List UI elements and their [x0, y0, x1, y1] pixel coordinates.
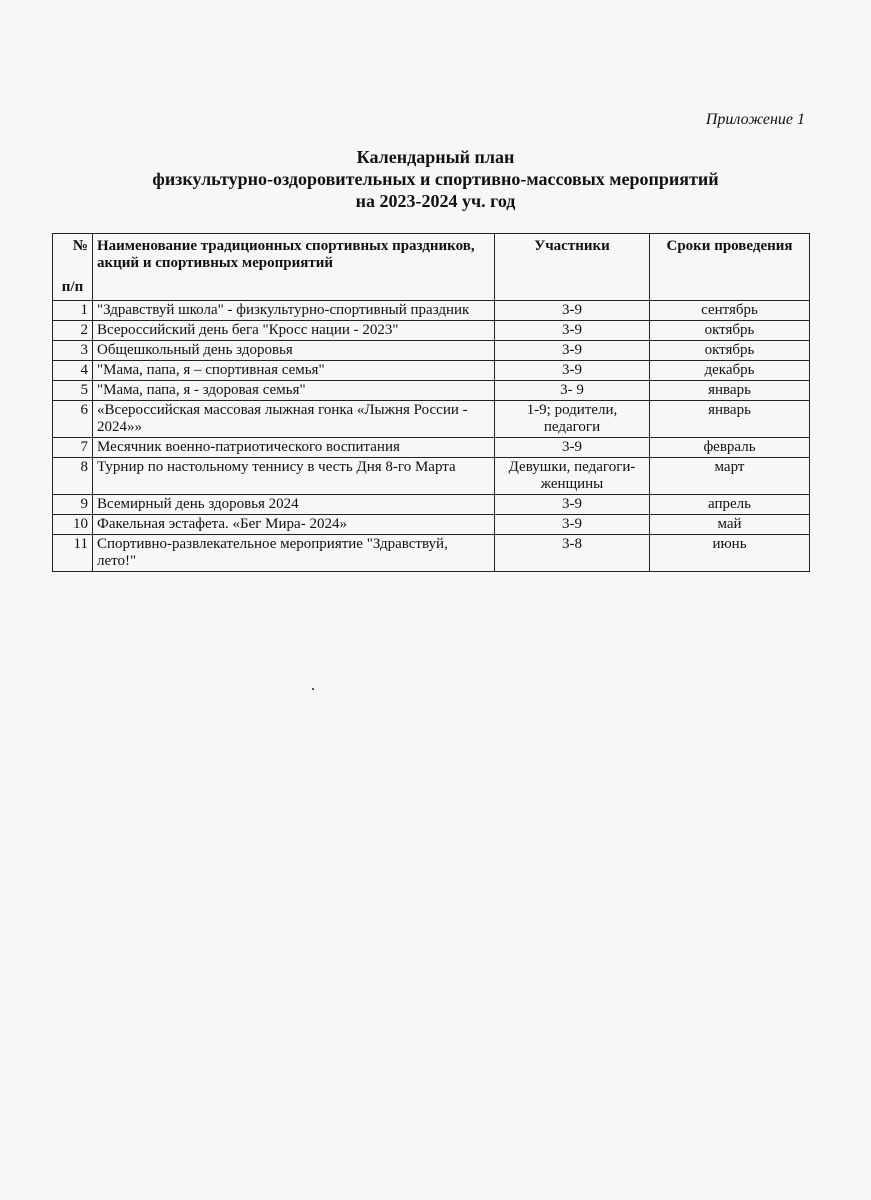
- row-event-name: "Мама, папа, я - здоровая семья": [93, 381, 495, 401]
- row-number: 7: [53, 438, 93, 458]
- row-participants: 3-9: [495, 515, 650, 535]
- row-dates: февраль: [650, 438, 810, 458]
- header-number-pp: п/п: [61, 279, 84, 295]
- row-number: 2: [53, 321, 93, 341]
- row-participants: 1-9; родители, педагоги: [495, 401, 650, 438]
- row-event-name: Факельная эстафета. «Бег Мира- 2024»: [93, 515, 495, 535]
- table-header-row: [53, 234, 810, 301]
- row-event-name: Турнир по настольному теннису в честь Дня 8-го Марта: [93, 458, 495, 495]
- row-event-name: Всероссийский день бега "Кросс нации - 2023": [93, 321, 495, 341]
- table-row: [53, 495, 810, 515]
- row-event-name: «Всероссийская массовая лыжная гонка «Лыжня России - 2024»»: [93, 401, 495, 438]
- row-dates: декабрь: [650, 361, 810, 381]
- title-line-3: на 2023-2024 уч. год: [355, 191, 516, 211]
- row-participants: 3-9: [495, 301, 650, 321]
- table-row: [53, 458, 810, 495]
- header-name: Наименование традиционных спортивных праздников, акций и спортивных мероприятий: [93, 234, 495, 301]
- title-line-1: Календарный план: [356, 147, 515, 167]
- row-number: 3: [53, 341, 93, 361]
- row-event-name: Общешкольный день здоровья: [93, 341, 495, 361]
- header-number: [53, 234, 93, 301]
- table-row: [53, 535, 810, 572]
- row-participants: 3-9: [495, 361, 650, 381]
- scan-speck: [312, 688, 314, 690]
- row-number: 11: [53, 535, 93, 572]
- row-dates: октябрь: [650, 341, 810, 361]
- row-event-name: "Мама, папа, я – спортивная семья": [93, 361, 495, 381]
- table-row: [53, 401, 810, 438]
- row-number: 1: [53, 301, 93, 321]
- table-row: [53, 438, 810, 458]
- table-row: [53, 515, 810, 535]
- row-dates: октябрь: [650, 321, 810, 341]
- row-participants: 3-8: [495, 535, 650, 572]
- header-number-symbol: №: [72, 238, 88, 254]
- row-dates: январь: [650, 401, 810, 438]
- appendix-label: Приложение 1: [705, 111, 805, 128]
- row-dates: март: [650, 458, 810, 495]
- row-participants: 3-9: [495, 321, 650, 341]
- table-row: [53, 301, 810, 321]
- row-number: 9: [53, 495, 93, 515]
- document-title: [0, 146, 871, 212]
- row-participants: 3-9: [495, 341, 650, 361]
- row-number: 10: [53, 515, 93, 535]
- header-participants: Участники: [495, 234, 650, 301]
- row-dates: июнь: [650, 535, 810, 572]
- table-row: [53, 321, 810, 341]
- events-table: [52, 233, 810, 572]
- header-dates: Сроки проведения: [650, 234, 810, 301]
- row-dates: апрель: [650, 495, 810, 515]
- row-dates: сентябрь: [650, 301, 810, 321]
- row-dates: январь: [650, 381, 810, 401]
- table-row: [53, 381, 810, 401]
- row-number: 4: [53, 361, 93, 381]
- row-event-name: Месячник военно-патриотического воспитания: [93, 438, 495, 458]
- row-event-name: Всемирный день здоровья 2024: [93, 495, 495, 515]
- row-participants: Девушки, педагоги-женщины: [495, 458, 650, 495]
- row-participants: 3-9: [495, 495, 650, 515]
- row-number: 5: [53, 381, 93, 401]
- title-line-2: физкультурно-оздоровительных и спортивно-массовых мероприятий: [152, 169, 719, 189]
- row-event-name: "Здравствуй школа" - физкультурно-спортивный праздник: [93, 301, 495, 321]
- table-row: [53, 341, 810, 361]
- row-participants: 3-9: [495, 438, 650, 458]
- row-event-name: Спортивно-развлекательное мероприятие "Здравствуй, лето!": [93, 535, 495, 572]
- row-participants: 3- 9: [495, 381, 650, 401]
- table-row: [53, 361, 810, 381]
- row-dates: май: [650, 515, 810, 535]
- row-number: 8: [53, 458, 93, 495]
- row-number: 6: [53, 401, 93, 438]
